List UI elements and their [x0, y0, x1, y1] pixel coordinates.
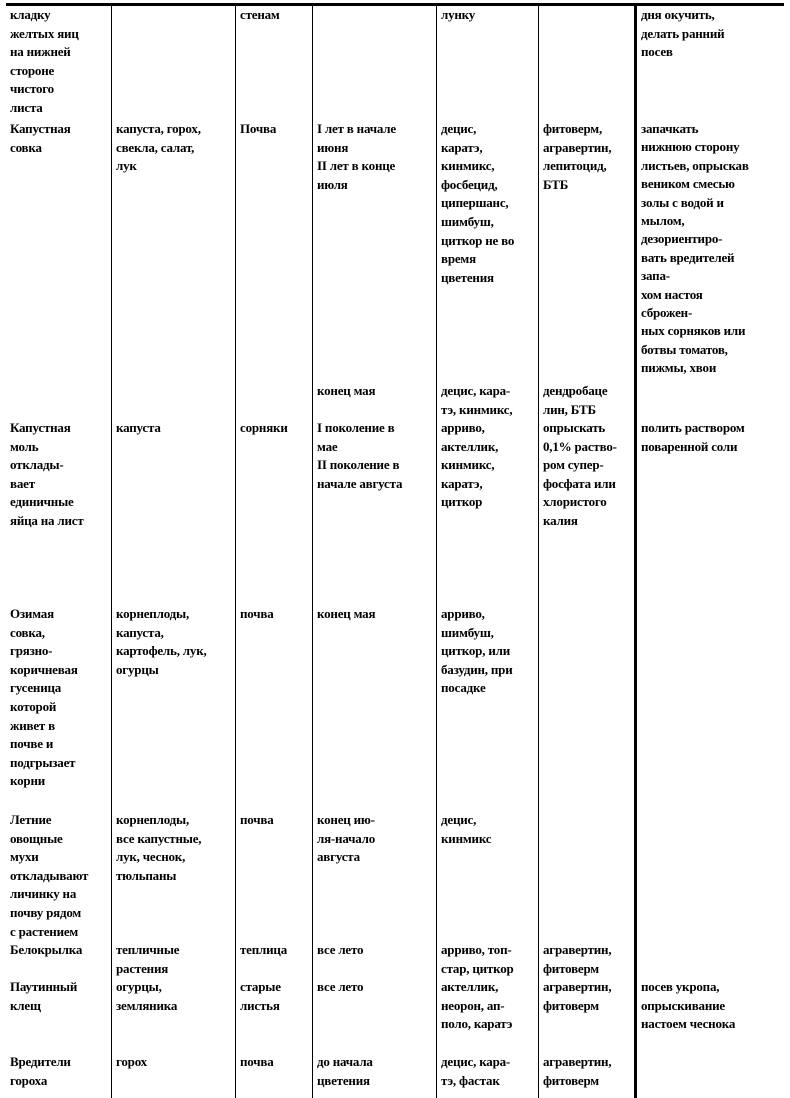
- cell-place: стенам: [240, 7, 280, 22]
- cell-timing: до начала цветения: [317, 1054, 373, 1088]
- cell-pest: Паутинный клещ: [10, 979, 78, 1013]
- cell-timing: конец мая: [317, 383, 376, 398]
- cell-biological: фитоверм, агравертин, лепитоцид, БТБ: [543, 121, 612, 192]
- cell-chemical: арриво, актеллик, кинмикс, каратэ, циткор: [441, 420, 499, 510]
- cell-biological: опрыскать 0,1% раство- ром супер- фосфата или хлористого калия: [543, 420, 617, 528]
- column-divider: [111, 3, 112, 1098]
- cell-pest: Озимая совка, грязно- коричневая гусеница которой живет в почве и подгрызает корни: [10, 606, 78, 789]
- cell-place: сорняки: [240, 420, 288, 435]
- cell-pest: Капустная совка: [10, 121, 71, 155]
- cell-crops: корнеплоды, все капустные, лук, чеснок, тюльпаны: [116, 812, 202, 883]
- cell-biological: агравертин, фитоверм: [543, 979, 612, 1013]
- cell-folk: полить раствором поваренной соли: [641, 420, 745, 454]
- cell-pest: Капустная моль отклады- вает единичные яйца на лист: [10, 420, 84, 528]
- cell-pest: Летние овощные мухи откладывают личинку на почву рядом с растением: [10, 812, 89, 939]
- cell-place: почва: [240, 606, 274, 621]
- cell-place: почва: [240, 812, 274, 827]
- cell-crops: тепличные растения: [116, 942, 180, 976]
- cell-chemical: децис, каратэ, кинмикс, фосбецид, ципершанс, шимбуш, циткор не во время цветения: [441, 121, 515, 285]
- column-divider: [634, 3, 637, 1098]
- cell-timing: I лет в начале июня II лет в конце июля: [317, 121, 396, 192]
- cell-crops: корнеплоды, капуста, картофель, лук, огурцы: [116, 606, 207, 677]
- cell-timing: все лето: [317, 979, 364, 994]
- cell-place: теплица: [240, 942, 288, 957]
- cell-place: почва: [240, 1054, 274, 1069]
- cell-folk: дня окучить, делать ранний посев: [641, 7, 725, 60]
- cell-pest: Белокрылка: [10, 942, 83, 957]
- cell-biological: агравертин, фитоверм: [543, 1054, 612, 1088]
- column-divider: [436, 3, 437, 1098]
- cell-crops: капуста: [116, 420, 161, 435]
- cell-folk: запачкать нижнюю сторону листьев, опрыскав веником смесью золы с водой и мылом, дезориентиро- вать вредителей запа- хом настоя сброжен- ных сорняков или ботвы томатов, пижмы, хвои: [641, 121, 749, 376]
- cell-pest: кладку желтых яиц на нижней стороне чистого листа: [10, 7, 79, 115]
- column-divider: [538, 3, 539, 1098]
- cell-chemical: арриво, топ- стар, циткор: [441, 942, 514, 976]
- cell-timing: I поколение в мае II поколение в начале августа: [317, 420, 403, 491]
- cell-chemical: арриво, шимбуш, циткор, или базудин, при посадке: [441, 606, 513, 696]
- cell-timing: конец ию- ля-начало августа: [317, 812, 376, 865]
- cell-pest: Вредители гороха: [10, 1054, 71, 1088]
- cell-timing: все лето: [317, 942, 364, 957]
- cell-chemical: децис, кара- тэ, кинмикс,: [441, 383, 513, 417]
- cell-chemical: децис, кинмикс: [441, 812, 492, 846]
- cell-crops: капуста, горох, свекла, салат, лук: [116, 121, 201, 174]
- cell-chemical: актеллик, неорон, ап- поло, каратэ: [441, 979, 513, 1032]
- cell-place: Почва: [240, 121, 277, 136]
- column-divider: [312, 3, 313, 1098]
- cell-biological: агравертин, фитоверм: [543, 942, 612, 976]
- cell-folk: посев укропа, опрыскивание настоем чеснока: [641, 979, 736, 1032]
- cell-chemical: децис, кара- тэ, фастак: [441, 1054, 511, 1088]
- cell-crops: горох: [116, 1054, 147, 1069]
- cell-timing: конец мая: [317, 606, 376, 621]
- cell-biological: дендробаце лин, БТБ: [543, 383, 608, 417]
- cell-place: старые листья: [240, 979, 281, 1013]
- cell-crops: огурцы, земляника: [116, 979, 178, 1013]
- column-divider: [235, 3, 236, 1098]
- cell-chemical: лунку: [441, 7, 476, 22]
